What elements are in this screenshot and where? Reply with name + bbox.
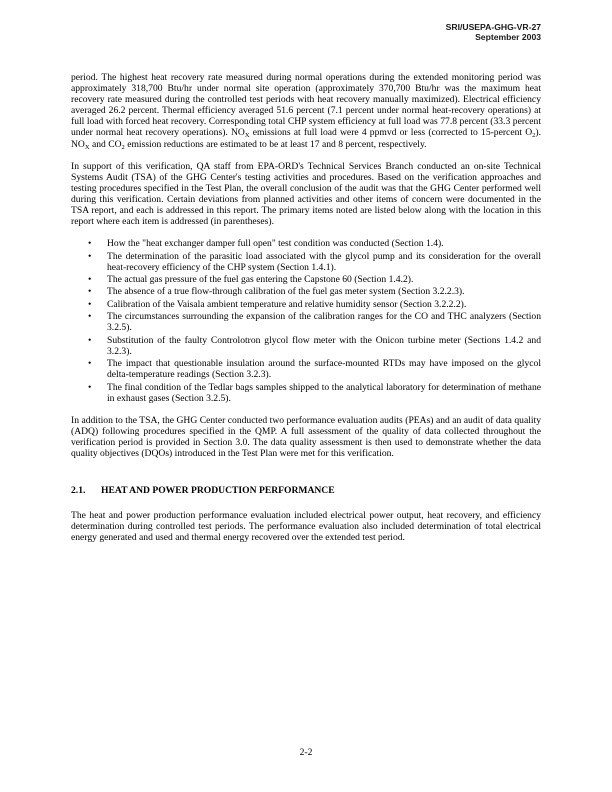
list-item: • The actual gas pressure of the fuel gas entering the Capstone 60 (Section 1.4.2). [107, 274, 541, 285]
list-item: • The determination of the parasitic load associated with the glycol pump and its consideration for the overall heat-recovery efficiency of the CHP system (Section 1.4.1). [107, 251, 541, 273]
list-item: • The circumstances surrounding the expansion of the calibration ranges for the CO and THC analyzers (Section 3.2.5). [107, 311, 541, 333]
document-date: September 2003 [475, 32, 541, 42]
page-body [71, 72, 541, 555]
document-id: SRI/USEPA-GHG-VR-27 [445, 22, 541, 32]
page-number: 2-2 [299, 747, 313, 758]
list-item: • The absence of a true flow-through calibration of the fuel gas meter system (Section 3.2.2.3). [107, 286, 541, 297]
tsa-items-list [71, 238, 541, 404]
running-header [446, 22, 541, 42]
section-heading [71, 485, 541, 496]
list-item: • The impact that questionable insulation around the surface-mounted RTDs may have imposed on the glycol delta-temperature readings (Section 3.2.3). [107, 358, 541, 380]
paragraph-tsa: In support of this verification, QA staff from EPA-ORD's Technical Services Branch conducted an on-site Technical Systems Audit (TSA) of the GHG Center's testing activities and procedures. Based on the verification approaches and testing procedures specified in the Test Plan, the overall conclusion of the audit was that the GHG Center performed well during this verification. Certain deviations from planned activities and other items of concern were documented in the TSA report, and each is addressed in this report. The primary items noted are listed below along with the location in this report where each item is addressed (in parentheses). [71, 160, 541, 228]
section-title: HEAT AND POWER PRODUCTION PERFORMANCE [101, 485, 335, 497]
list-item: • Substitution of the faulty Controlotron glycol flow meter with the Onicon turbine meter (Sections 1.4.2 and 3.2.3). [107, 335, 541, 357]
list-item: • The final condition of the Tedlar bags samples shipped to the analytical laboratory for determination of methane in exhaust gases (Section 3.2.5). [107, 382, 541, 404]
section-number: 2.1. [71, 485, 86, 497]
paragraph-audits: In addition to the TSA, the GHG Center conducted two performance evaluation audits (PEAs) and an audit of data quality (ADQ) following procedures specified in the QMP. A full assessment of the quality of data collected throughout the verification period is provided in Section 3.0. The data quality assessment is then used to demonstrate whether the data quality objectives (DQOs) introduced in the Test Plan were met for this verification. [71, 414, 541, 460]
list-item: • How the "heat exchanger damper full open" test condition was conducted (Section 1.4). [107, 238, 541, 249]
list-item: • Calibration of the Vaisala ambient temperature and relative humidity sensor (Section 3.2.2.2). [107, 299, 541, 310]
paragraph-performance: The heat and power production performance evaluation included electrical power output, heat recovery, and efficiency determination during controlled test periods. The performance evaluation also included determination of total electrical energy generated and used and thermal energy recovered over the extended test period. [71, 510, 541, 544]
paragraph-results: period. The highest heat recovery rate measured during normal operations during the extended monitoring period was approximately 318,700 Btu/hr under normal site operation (approximately 370,700 Btu/hr was the maximum heat recovery rate measured during the controlled test periods with heat recovery manually maximized). Electrical efficiency averaged 26.2 percent. Thermal efficiency averaged 51.6 percent (7.1 percent under normal heat-recovery operations) at full load with forced heat recovery. Corresponding total CHP system efficiency at full load was 77.8 percent (33.3 percent under normal heat recovery operations). $NO_X$ emissions at full load were 4 ppmvd or less (corrected to 15-percent $O_2$). $NO_X$ and $CO_2$ emission reductions are estimated to be at least 17 and 8 percent, respectively. [71, 72, 541, 151]
